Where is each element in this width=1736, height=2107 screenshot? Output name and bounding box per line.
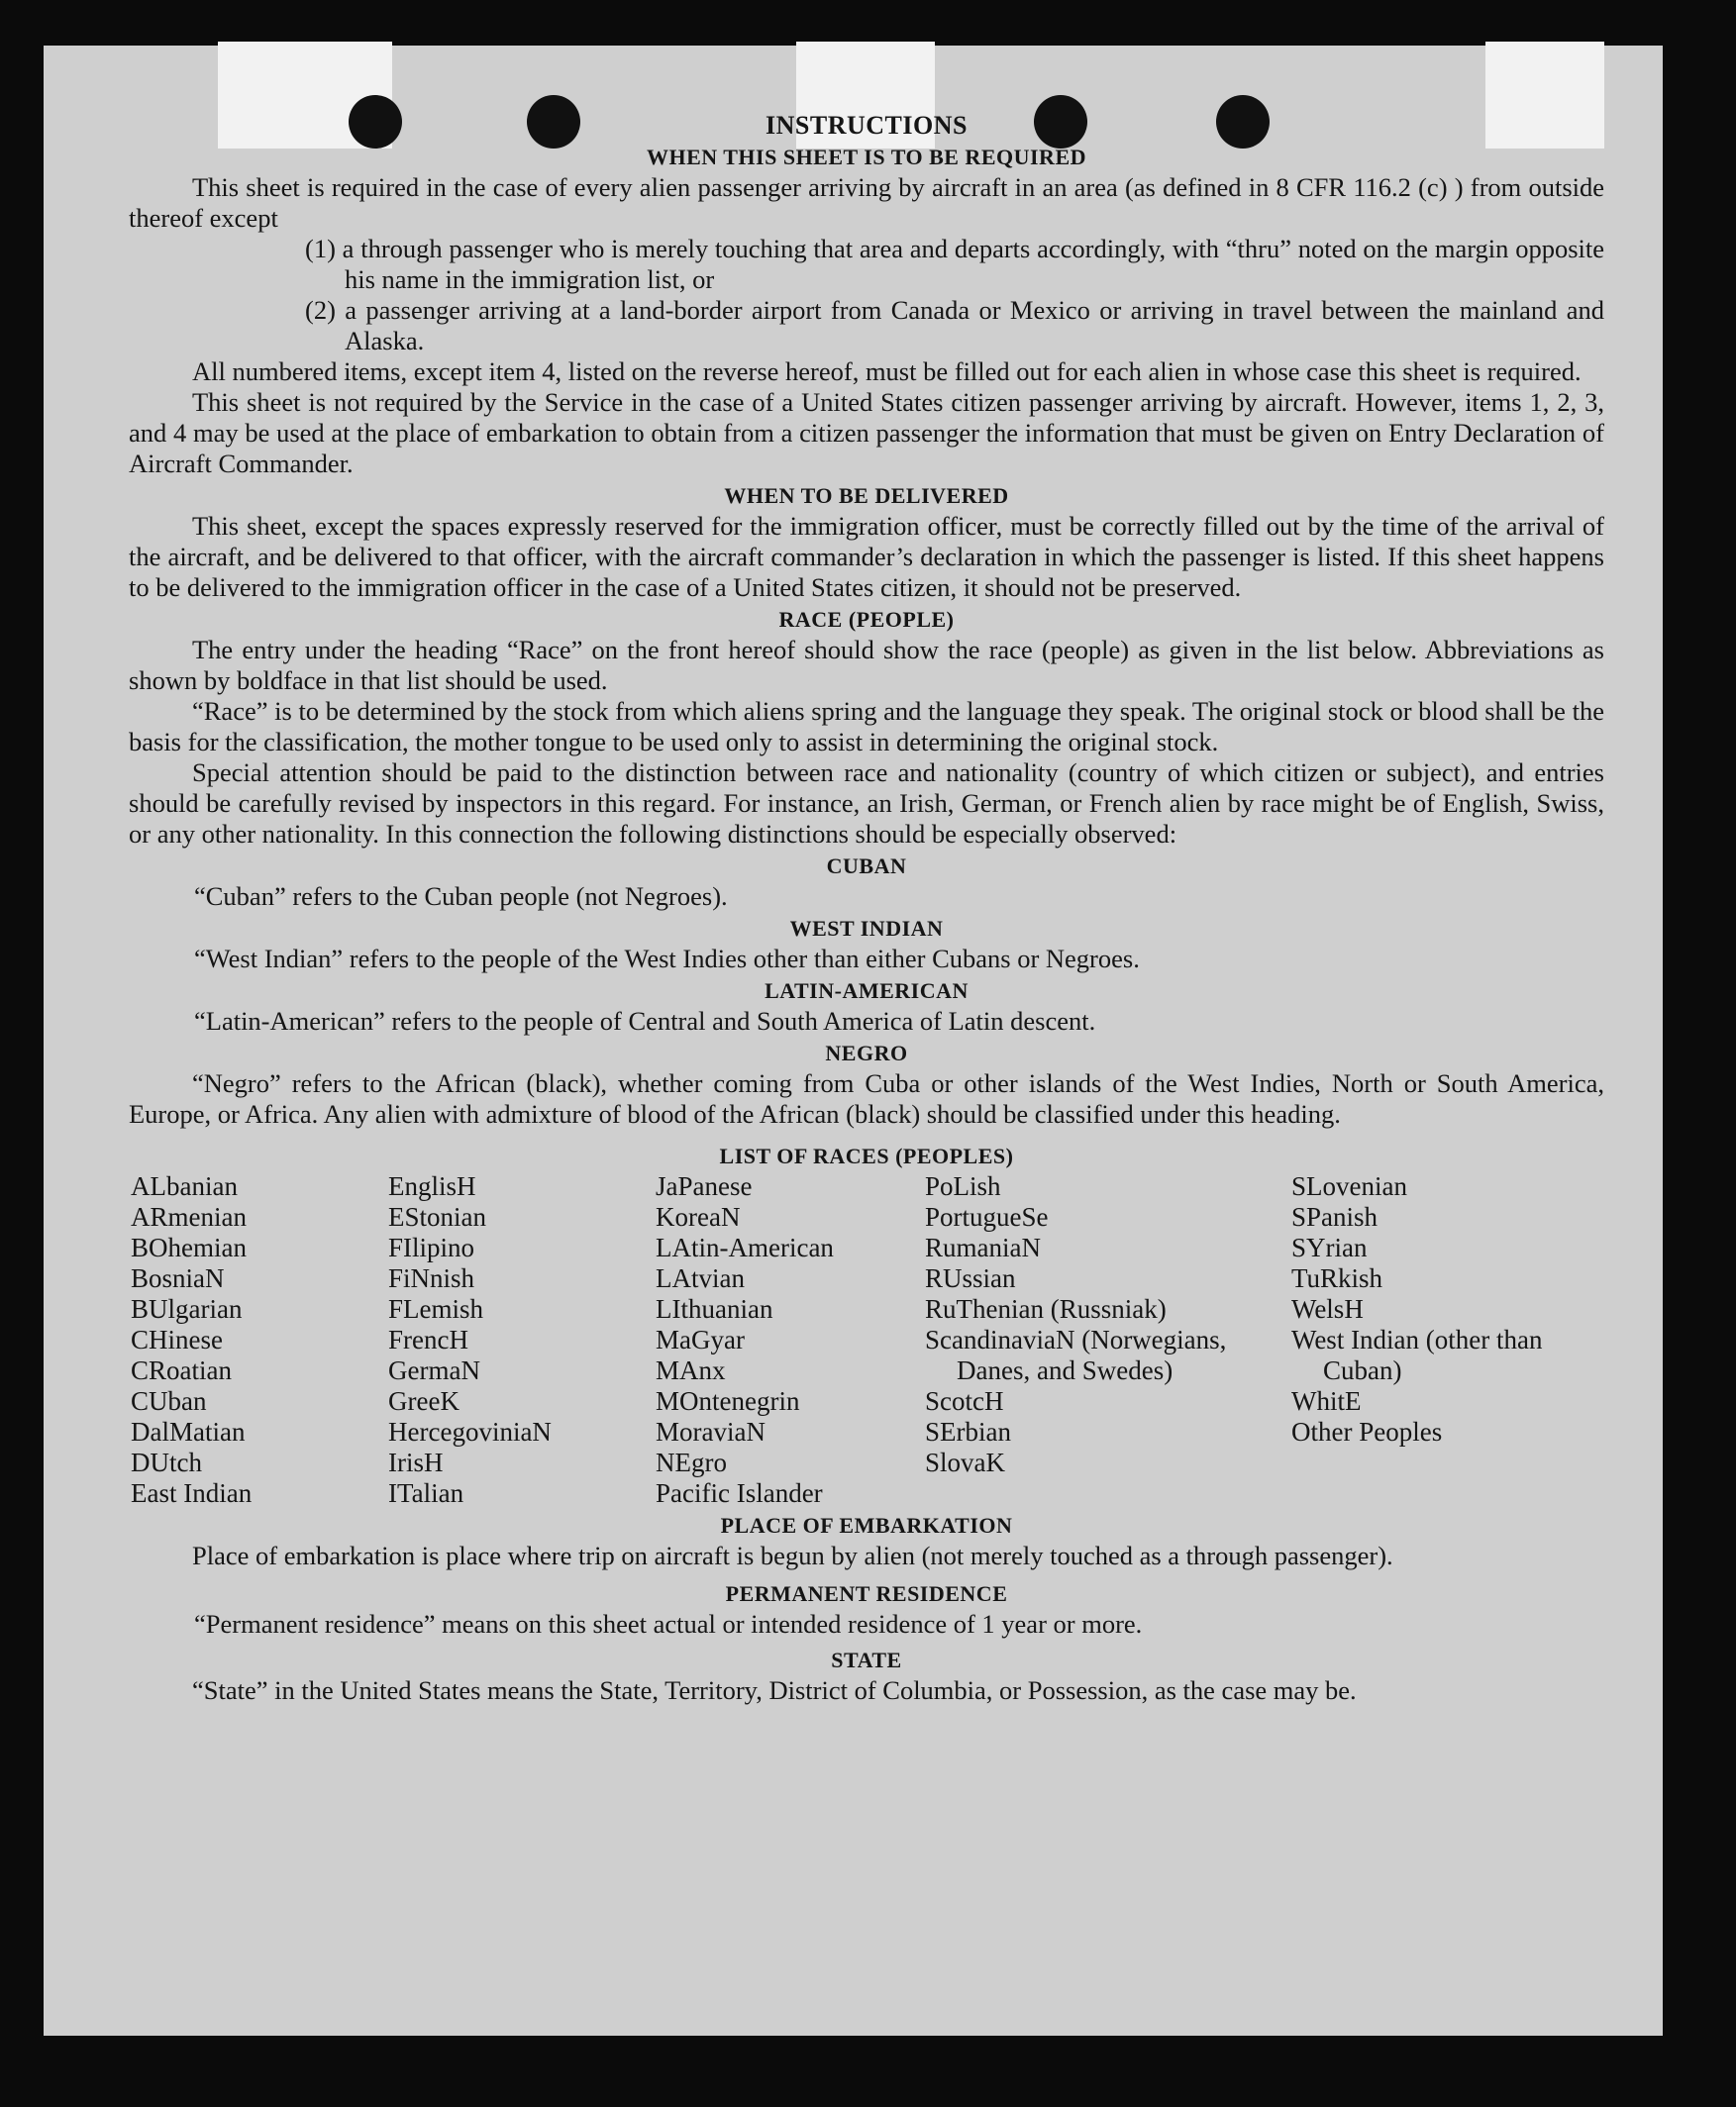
paragraph: “Negro” refers to the African (black), whether coming from Cuba or other islands of the West Indies, North or South America, Europe, or Africa. Any alien with admixture of blood of the African (black) should be classified under this heading.: [129, 1068, 1604, 1129]
race-item: West Indian (other than Cuban): [1291, 1325, 1543, 1385]
race-item: MAnx: [656, 1355, 726, 1385]
race-item: EStonian: [388, 1202, 486, 1232]
race-item: SlovaK: [925, 1448, 1005, 1477]
race-item: FIlipino: [388, 1233, 475, 1262]
race-item: BOhemian: [131, 1233, 247, 1262]
paragraph: “Cuban” refers to the Cuban people (not Negroes).: [194, 881, 728, 911]
race-item: RuThenian (Russniak): [925, 1294, 1167, 1324]
list-item: (1) a through passenger who is merely touching that area and departs accordingly, with “thru” noted on the margin opposite his name in the immigration list, or: [305, 234, 1604, 294]
paragraph: This sheet, except the spaces expressly reserved for the immigration officer, must be correctly filled out by the time of the arrival of the aircraft, and be delivered to that officer, with the aircraft commander’s declaration in which the passenger is listed. If this sheet happens to be delivered to the immigration officer in the case of a United States citizen, it should not be preserved.: [129, 511, 1604, 602]
section-heading: LIST OF RACES (PEOPLES): [719, 1144, 1014, 1168]
race-item: RumaniaN: [925, 1233, 1041, 1262]
race-item: Pacific Islander: [656, 1478, 823, 1508]
race-item: DalMatian: [131, 1417, 246, 1447]
race-item: SYrian: [1291, 1233, 1368, 1262]
paragraph: All numbered items, except item 4, listed on the reverse hereof, must be filled out for each alien in whose case this sheet is required.: [192, 356, 1582, 386]
section-heading: WHEN TO BE DELIVERED: [724, 483, 1009, 508]
race-item: EnglisH: [388, 1171, 476, 1201]
paragraph: “Latin-American” refers to the people of Central and South America of Latin descent.: [194, 1006, 1096, 1036]
race-item: ScotcH: [925, 1386, 1004, 1416]
race-item: KoreaN: [656, 1202, 741, 1232]
race-item: CHinese: [131, 1325, 223, 1354]
race-item: GermaN: [388, 1355, 480, 1385]
section-heading: STATE: [831, 1648, 902, 1672]
race-item: RUssian: [925, 1263, 1016, 1293]
race-column: [388, 1171, 656, 1509]
race-item: GreeK: [388, 1386, 460, 1416]
race-item: PortugueSe: [925, 1202, 1049, 1232]
document-sheet: [44, 46, 1663, 2036]
race-list: [131, 1171, 1604, 1509]
race-item: CUban: [131, 1386, 207, 1416]
race-item: WhitE: [1291, 1386, 1362, 1416]
section-heading: CUBAN: [826, 853, 907, 878]
race-item: FrencH: [388, 1325, 468, 1354]
race-column: [656, 1171, 925, 1509]
paragraph: This sheet is not required by the Service in the case of a United States citizen passenger arriving by aircraft. However, items 1, 2, 3, and 4 may be used at the place of embarkation to obtain from a citizen passenger the information that must be given on Entry Declaration of Aircraft Commander.: [129, 387, 1604, 478]
race-column: [131, 1171, 388, 1509]
paragraph: Place of embarkation is place where trip on aircraft is begun by alien (not merely touched as a through passenger).: [192, 1541, 1393, 1570]
section-heading: NEGRO: [825, 1041, 908, 1065]
race-column: [1291, 1171, 1588, 1509]
race-item: FLemish: [388, 1294, 484, 1324]
race-item: BUlgarian: [131, 1294, 243, 1324]
section-heading: WHEN THIS SHEET IS TO BE REQUIRED: [646, 145, 1087, 169]
race-item: IrisH: [388, 1448, 444, 1477]
race-item: NEgro: [656, 1448, 727, 1477]
race-item: TuRkish: [1291, 1263, 1383, 1293]
section-heading: WEST INDIAN: [789, 916, 944, 941]
race-item: SPanish: [1291, 1202, 1379, 1232]
section-heading: PERMANENT RESIDENCE: [725, 1581, 1008, 1606]
paragraph: This sheet is required in the case of every alien passenger arriving by aircraft in an area (as defined in 8 CFR 116.2 (c) ) from outside thereof except: [129, 172, 1604, 233]
race-item: SLovenian: [1291, 1171, 1407, 1201]
race-column: [925, 1171, 1291, 1509]
race-item: LAtvian: [656, 1263, 745, 1293]
race-item: BosniaN: [131, 1263, 225, 1293]
paragraph: “Race” is to be determined by the stock from which aliens spring and the language they speak. The original stock or blood shall be the basis for the classification, the mother tongue to be used only to assist in determining the original stock.: [129, 696, 1604, 756]
paragraph: “State” in the United States means the State, Territory, District of Columbia, or Possession, as the case may be.: [192, 1675, 1357, 1705]
paragraph: “Permanent residence” means on this sheet actual or intended residence of 1 year or more.: [194, 1609, 1143, 1639]
race-item: Other Peoples: [1291, 1417, 1443, 1447]
race-item: CRoatian: [131, 1355, 232, 1385]
instructions-content: [129, 111, 1604, 1706]
race-item: ARmenian: [131, 1202, 247, 1232]
race-item: ScandinaviaN (Norwegians, Danes, and Swedes): [925, 1325, 1227, 1385]
race-item: HercegoviniaN: [388, 1417, 552, 1447]
race-item: WelsH: [1291, 1294, 1364, 1324]
page-title: INSTRUCTIONS: [766, 111, 968, 140]
race-item: DUtch: [131, 1448, 202, 1477]
race-item: LIthuanian: [656, 1294, 773, 1324]
list-item: (2) a passenger arriving at a land-border airport from Canada or Mexico or arriving in travel between the mainland and Alaska.: [305, 295, 1604, 355]
race-item: LAtin-American: [656, 1233, 834, 1262]
race-item: SErbian: [925, 1417, 1011, 1447]
race-item: MOntenegrin: [656, 1386, 800, 1416]
race-item: PoLish: [925, 1171, 1001, 1201]
race-item: East Indian: [131, 1478, 253, 1508]
race-item: FiNnish: [388, 1263, 475, 1293]
race-item: JaPanese: [656, 1171, 753, 1201]
race-item: MoraviaN: [656, 1417, 766, 1447]
paragraph: “West Indian” refers to the people of the West Indies other than either Cubans or Negroes.: [194, 944, 1140, 973]
race-item: ITalian: [388, 1478, 464, 1508]
section-heading: PLACE OF EMBARKATION: [720, 1513, 1013, 1538]
race-item: MaGyar: [656, 1325, 745, 1354]
paragraph: The entry under the heading “Race” on the front hereof should show the race (people) as given in the list below. Abbreviations as shown by boldface in that list should be used.: [129, 635, 1604, 695]
race-item: ALbanian: [131, 1171, 238, 1201]
section-heading: RACE (PEOPLE): [778, 607, 955, 632]
paragraph: Special attention should be paid to the distinction between race and nationality (country of which citizen or subject), and entries should be carefully revised by inspectors in this regard. For instance, an Irish, German, or French alien by race might be of English, Swiss, or any other nationality. In this connection the following distinctions should be especially observed:: [129, 757, 1604, 849]
section-heading: LATIN-AMERICAN: [765, 978, 969, 1003]
